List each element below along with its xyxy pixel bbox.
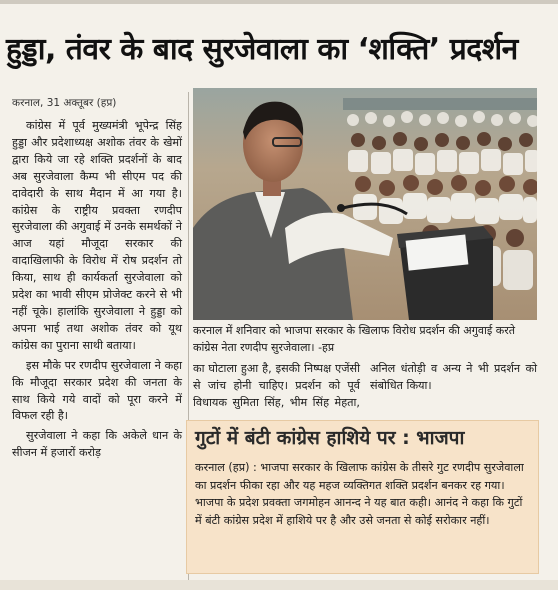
dateline: करनाल, 31 अक्तूबर (हप्र) xyxy=(12,97,117,109)
article-headline: हुड्डा, तंवर के बाद सुरजेवाला का ‘शक्ति’ प्रदर्शन xyxy=(6,32,518,67)
box-headline: गुटों में बंटी कांग्रेस हाशिये पर : भाजपा xyxy=(195,427,465,449)
article-paragraph-2: इस मौके पर रणदीप सुरजेवाला ने कहा कि मौजूदा सरकार प्रदेश की जनता के साथ किये गये वादों को पूरा करने में विफल रही है। xyxy=(12,358,182,423)
news-photo xyxy=(193,88,537,320)
photo-caption: करनाल में शनिवार को भाजपा सरकार के खिलाफ विरोध प्रदर्शन की अगुवाई करते कांग्रेस नेता रणदीप सुरजेवाला। -हप्र xyxy=(193,324,515,354)
article-continuation xyxy=(193,360,537,411)
top-rule xyxy=(0,0,558,4)
photo-illustration xyxy=(193,88,537,320)
continuation-text: का घोटाला हुआ है, इसकी निष्पक्ष एजेंसी से जांच होनी चाहिए। प्रदर्शन को पूर्व विधायक सुमिता सिंह, भीम सिंह मेहता, अनिल धंतोड़ी व अन्य ने भी प्रदर्शन को संबोधित किया। xyxy=(193,362,537,409)
bottom-band xyxy=(0,580,558,590)
sidebar-box xyxy=(186,420,539,574)
article-paragraph-1: कांग्रेस में पूर्व मुख्यमंत्री भूपेन्द्र सिंह हुड्डा और प्रदेशाध्यक्ष अशोक तंवर के खेमों द्वारा किये जा रहे शक्ति प्रदर्शनों के बाद अब सुरजेवाला कैम्प भी सीएम पद की दावेदारी के साथ मैदान में आ गया है। कांग्रेस के राष्ट्रीय प्रवक्ता रणदीप सुरजेवाला की अगुवाई में उनके समर्थकों ने आज यहां मौजूदा सरकार की वादाखिलाफी के विरोध में रोष प्रदर्शन तो किया, साथ ही कार्यकर्ता सुरजेवाला को प्रदेश का भावी सीएम प्रोजेक्ट करने से भी नहीं चूके। हालांकि सुरजेवाला ने हुड्डा को अपना भाई तथा अशोक तंवर को यूथ कांग्रेस का पुराना साथी बताया। xyxy=(12,119,182,352)
article-left-column xyxy=(12,118,182,462)
box-text: करनाल (हप्र) : भाजपा सरकार के खिलाफ कांग्रेस के तीसरे गुट रणदीप सुरजेवाला का प्रदर्शन फीका रहा और यह महज व्यक्तिगत शक्ति प्रदर्शन बनकर रह गया। भाजपा के प्रदेश प्रवक्ता जगमोहन आनन्द ने यह बात कही। आनंद ने कहा कि गुटों में बंटी कांग्रेस प्रदेश में हाशिये पर है और उसे जनता से कोई सरोकार नहीं। xyxy=(195,461,524,527)
article-paragraph-3: सुरजेवाला ने कहा कि अकेले धान के सीजन में हजारों करोड़ xyxy=(12,429,182,460)
